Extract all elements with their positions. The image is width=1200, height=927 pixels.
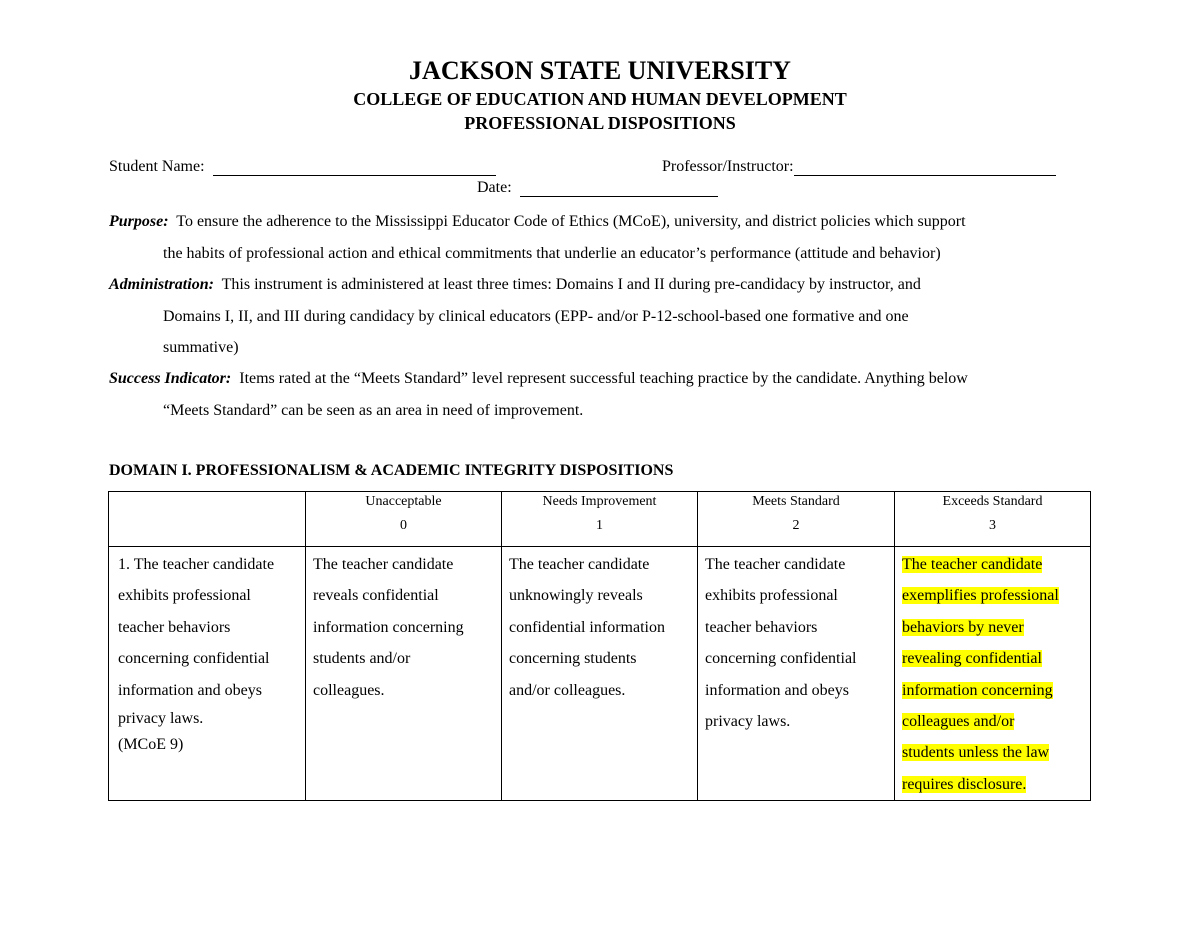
purpose-text-2: the habits of professional action and ethical commitments that underlie an educator’s performance (attitude and behavior) — [163, 244, 941, 262]
header-needs-improvement — [502, 492, 698, 547]
level-label: Meets Standard — [752, 494, 840, 509]
rubric-header-row — [109, 492, 1091, 547]
student-name-input[interactable] — [213, 159, 496, 176]
success-indicator-text-2: “Meets Standard” can be seen as an area in need of improvement. — [163, 401, 584, 419]
criterion-line: 1. The teacher candidate — [118, 556, 275, 573]
descriptor-line: confidential information — [509, 618, 665, 636]
descriptor-line: concerning students — [509, 650, 637, 668]
criterion-line: information and obeys — [118, 681, 262, 699]
form-title: PROFESSIONAL DISPOSITIONS — [464, 113, 736, 133]
descriptor-line: and/or colleagues. — [509, 681, 626, 699]
highlighted-descriptor-line: students unless the law — [902, 744, 1050, 762]
level-label: Needs Improvement — [542, 494, 657, 509]
needs-improvement-cell — [502, 547, 698, 801]
student-name-field — [109, 158, 496, 176]
meets-standard-cell — [698, 547, 895, 801]
criterion-line: concerning confidential — [118, 650, 270, 668]
descriptor-line: The teacher candidate — [705, 556, 846, 573]
highlighted-descriptor-line: The teacher candidate — [902, 556, 1043, 573]
descriptor-line: The teacher candidate — [313, 556, 454, 573]
administration-text-1: This instrument is administered at least three times: Domains I and II during pre-candidacy by instructor, and — [221, 276, 921, 293]
rubric-table — [108, 491, 1091, 801]
date-input[interactable] — [520, 180, 718, 197]
professor-label: Professor/Instructor: — [662, 158, 794, 175]
success-indicator-section — [109, 363, 1099, 426]
criterion-line: exhibits professional — [118, 587, 251, 605]
student-name-label: Student Name: — [109, 158, 205, 175]
highlighted-descriptor-line: exemplifies professional — [902, 587, 1059, 605]
header-exceeds-standard — [895, 492, 1091, 547]
highlighted-descriptor-line: requires disclosure. — [902, 775, 1027, 793]
level-score: 2 — [792, 518, 800, 533]
descriptor-line: students and/or — [313, 650, 411, 668]
descriptor-line: privacy laws. — [705, 713, 791, 731]
rubric-row-1 — [109, 547, 1091, 801]
date-label: Date: — [477, 179, 512, 196]
level-score: 0 — [400, 518, 407, 533]
descriptor-line: reveals confidential — [313, 587, 439, 605]
date-field — [477, 179, 718, 197]
header-blank-cell — [109, 492, 306, 547]
descriptor-line: The teacher candidate — [509, 556, 650, 573]
highlighted-descriptor-line: information concerning — [902, 681, 1053, 699]
descriptor-line: information concerning — [313, 618, 464, 636]
professor-field — [662, 158, 1056, 176]
exceeds-standard-cell — [895, 547, 1091, 801]
header-unacceptable — [306, 492, 502, 547]
success-indicator-label: Success Indicator: — [109, 370, 232, 387]
criterion-line: privacy laws. — [118, 710, 204, 728]
unacceptable-cell — [306, 547, 502, 801]
descriptor-line: colleagues. — [313, 681, 385, 699]
highlighted-descriptor-line: behaviors by never — [902, 618, 1024, 636]
descriptor-line: unknowingly reveals — [509, 587, 643, 605]
descriptor-line: exhibits professional — [705, 587, 838, 605]
purpose-label: Purpose: — [109, 213, 169, 230]
criterion-line: (MCoE 9) — [118, 736, 184, 754]
descriptor-line: teacher behaviors — [705, 618, 818, 636]
level-score: 1 — [596, 518, 603, 533]
header-meets-standard — [698, 492, 895, 547]
level-label: Unacceptable — [365, 494, 442, 509]
criterion-line: teacher behaviors — [118, 618, 231, 636]
level-label: Exceeds Standard — [942, 494, 1043, 509]
purpose-section — [109, 206, 1099, 269]
success-indicator-text-1: Items rated at the “Meets Standard” level represent successful teaching practice by the candidate. Anything below — [239, 370, 968, 387]
level-score: 3 — [989, 518, 996, 533]
domain-heading: DOMAIN I. PROFESSIONALISM & ACADEMIC INTEGRITY DISPOSITIONS — [109, 462, 674, 479]
descriptor-line: concerning confidential — [705, 650, 857, 668]
university-title: JACKSON STATE UNIVERSITY — [409, 56, 791, 85]
criterion-cell — [109, 547, 306, 801]
college-title: COLLEGE OF EDUCATION AND HUMAN DEVELOPMENT — [353, 89, 847, 109]
descriptor-line: information and obeys — [705, 681, 849, 699]
highlighted-descriptor-line: revealing confidential — [902, 650, 1042, 668]
administration-text-2: Domains I, II, and III during candidacy by clinical educators (EPP- and/or P-12-school-based one formative and one — [163, 307, 909, 325]
highlighted-descriptor-line: colleagues and/or — [902, 713, 1015, 731]
administration-label: Administration: — [109, 276, 214, 293]
purpose-text-1: To ensure the adherence to the Mississippi Educator Code of Ethics (MCoE), university, and district policies which support — [176, 213, 966, 230]
administration-section — [109, 269, 1099, 364]
professor-input[interactable] — [794, 159, 1056, 176]
administration-text-3: summative) — [163, 339, 239, 356]
